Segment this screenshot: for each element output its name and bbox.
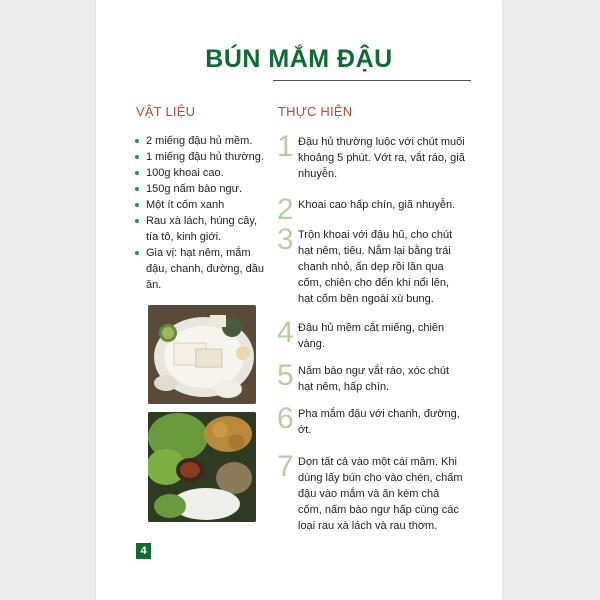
dish-photo [148, 412, 256, 522]
ingredient-list [134, 133, 266, 293]
step-number: 5 [277, 359, 294, 392]
ingredient-item: 150g nấm bào ngư. [134, 181, 266, 197]
step-number: 6 [277, 402, 294, 435]
recipe-page [96, 0, 502, 600]
step-text: Pha mắm đậu với chanh, đường, ớt. [298, 408, 460, 436]
step-number: 7 [277, 450, 294, 483]
ingredient-item: Rau xà lách, húng cây, tía tô, kinh giới. [134, 213, 266, 245]
ingredient-item: 2 miếng đậu hủ mềm. [134, 133, 266, 149]
step-text: Khoai cao hấp chín, giã nhuyễn. [298, 199, 456, 211]
step-text: Đậu hủ mềm cắt miếng, chiên vàng. [298, 322, 445, 350]
step-text: Dọn tất cả vào một cái mâm. Khi dùng lấy bún cho vào chén, chấm đậu vào mắm và ăn kèm chả cốm, nấm bào ngư hấp cùng các loại rau xà lách và rau thơm. [298, 456, 463, 532]
steps-heading: THỰC HIỆN [278, 104, 353, 119]
step-text: Trộn khoai với đậu hũ, cho chút hạt nêm, tiêu. Nắm lại bằng trái chanh nhỏ, ấn dẹp rồi lăn qua cốm, chiên cho đến khi nổi lên, hạt cốm bên ngoài xù bung. [298, 229, 453, 305]
step-number: 3 [277, 223, 294, 256]
ingredients-photo [148, 305, 256, 404]
recipe-title: BÚN MẮM ĐẬU [205, 45, 393, 73]
step-text: Đậu hủ thường luộc với chút muối khoảng 5 phút. Vớt ra, vắt ráo, giã nhuyễn. [298, 136, 465, 180]
ingredient-item: 100g khoai cao. [134, 165, 266, 181]
ingredient-item: 1 miếng đậu hủ thường. [134, 149, 266, 165]
ingredient-item: Gia vị: hạt nêm, mắm đậu, chanh, đường, dầu ăn. [134, 245, 266, 293]
step-number: 2 [277, 193, 294, 226]
title-underline [273, 80, 471, 81]
step-text: Nấm bào ngư vắt ráo, xóc chút hạt nêm, hấp chín. [298, 365, 450, 393]
step-number: 4 [277, 316, 294, 349]
page-number-badge: 4 [136, 543, 151, 559]
ingredients-heading: VẬT LIỆU [136, 104, 196, 119]
ingredient-item: Một ít cốm xanh [134, 197, 266, 213]
step-number: 1 [277, 130, 294, 163]
